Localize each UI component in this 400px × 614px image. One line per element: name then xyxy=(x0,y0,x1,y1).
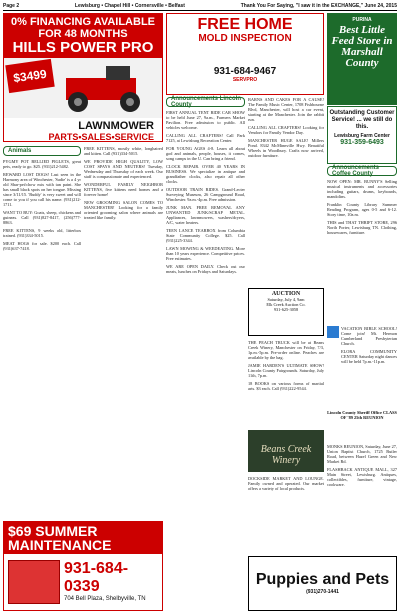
mahindra-ad[interactable] xyxy=(3,13,163,142)
summer-phone[interactable]: 931-684-0339 xyxy=(64,560,129,595)
mold-phone[interactable]: 931-684-9467 xyxy=(213,66,277,77)
classified-ad: Franklin County Library Summer Reading Program, ages 0-5 and 6-12. Story time, 10a.m. xyxy=(327,202,397,217)
summer-headline xyxy=(4,522,162,554)
section-announcements-lincoln xyxy=(166,97,245,107)
mold-headline-1: FREE HOME xyxy=(197,16,293,33)
mold-ad[interactable] xyxy=(166,13,324,95)
classified-ad: OUTDOOR TRAIN RIDES. Grand-Lecter Surveying Museum, 26 Campground Road, Winchester. 9a.m.-4p.m. Free admission. xyxy=(166,187,245,202)
feed-store-ad[interactable] xyxy=(327,13,397,105)
classified-ad: ELORA COMMUNITY CENTER Saturday night dances will be held 7p.m.-11p.m. xyxy=(341,349,397,364)
hills-power-pro: HILLS POWER PRO xyxy=(12,39,154,56)
classified-ad: THE PEACH TRUCK will be at Beans Creek Winery, Manchester on Friday, 7/3, 1p.m.-5p.m. Pre-order online. Peaches are available by the bag. xyxy=(248,340,324,360)
classified-ad: CALLING ALL CRAFTERS! Call Park 7125, at Lewisburg Recreation Center. xyxy=(166,133,245,143)
animals-column-1 xyxy=(3,159,81,519)
sheriff-reunion-text: Lincoln County Sheriff Office CLASS OF '89 25th REUNION xyxy=(327,410,397,420)
classified-ad: FLASHBACK ANTIQUE MALL, 327 Main Street, Lewisburg. Antiques, collectibles, furniture, vintage, cookware. xyxy=(327,467,397,487)
mahindra-headline xyxy=(4,14,162,58)
announcements-column-4a xyxy=(248,97,324,287)
pets-phone[interactable]: (931)270-1441 xyxy=(306,589,339,595)
tractor-icon xyxy=(56,62,156,114)
auction-place: Elk Creek Auction Co. xyxy=(266,302,306,307)
classified-ad: BARNS AND CAKES FOR A CAUSE! The Family Music Center, 1708 Fishbourne Blvd, Manchester, will host a car event, starting at the Manchester. Join the rabbit run. xyxy=(248,97,324,122)
section-announcements-coffee-label: Announcements Coffee County xyxy=(332,165,380,177)
winery-ad[interactable] xyxy=(248,430,324,472)
classified-ad: FREE KITTENS, mostly white, longhaired and kitten. Call (931)334-5015. xyxy=(84,146,163,156)
announcements-column-5a xyxy=(327,179,397,324)
summer-maintenance-ad[interactable] xyxy=(3,521,163,611)
classified-ad: WANT TO BUY: Goats, sheep, chickens and guineas. Call (931)827-8417, (256)777-8863. xyxy=(3,210,81,225)
classified-ad: FIRST ANNUAL TENT RIDE CAR SHOW to be held June 27, 9a.m., Farmers Market Pavilion. Free admission to public. All vehicles welcome. xyxy=(166,110,245,130)
classified-ad: CALLING ALL CRAFTERS! Looking for Vendors for Family Vendor Day. xyxy=(248,125,324,135)
farm-center-ad[interactable] xyxy=(327,106,397,164)
mower-image xyxy=(8,560,60,604)
classified-ad: WE PROVIDE HIGH QUALITY, LOW COST SPAYS AND NEUTERS! Tuesday, Wednesday and Thursday of each week. Our staff is compassionate and experienced. xyxy=(84,159,163,179)
animals-column-2 xyxy=(84,146,163,316)
section-announcements-lincoln-label: Announcements Lincoln County xyxy=(171,96,242,108)
pets-title: Puppies and Pets xyxy=(255,571,390,588)
servpro-logo: SERVPRO xyxy=(232,77,258,83)
announcements-column-4b xyxy=(248,340,324,428)
section-animals xyxy=(3,146,81,156)
classified-ad: FOR YOUNG AGES 4-8. Learn all about god and animals, people, houses, it comes, song camps in the U. Can bring a friend. xyxy=(166,146,245,161)
auction-title: AUCTION xyxy=(271,291,301,297)
cross-icon xyxy=(327,326,339,338)
classified-ad: TEEN LANCE TEARBOX from Columbia State Community College. $25. Call (931)225-3344. xyxy=(166,228,245,243)
announcements-column-4c xyxy=(248,476,324,554)
classified-ad: NEW GROOMING SALON COMES TO MANCHESTER! Looking for a family oriented grooming salon where animals are treated like family. xyxy=(84,200,163,220)
price-badge: $3499 xyxy=(5,59,54,93)
purina-logo: PURINA xyxy=(352,17,372,23)
pets-ad[interactable] xyxy=(248,556,397,611)
classified-ad: CLOCK REPAIR. OVER 40 YEARS IN BUSINESS. We specialize in antique and grandfather clocks, also repair all other clocks. xyxy=(166,164,245,184)
paper-name: Lewisburg • Chapel Hill • Cornersville • Belfast xyxy=(74,3,185,9)
classified-ad: NOW OPEN: MR. BUNNY'S Selling musical instruments and accessories including guitars, drums, keyboards, mandolins. xyxy=(327,179,397,199)
auction-ad[interactable] xyxy=(248,288,324,336)
classified-ad: LAWN MOWING & WEEDEATING. More than 10 years experience. Competitive prices. Free estimates. xyxy=(166,246,245,261)
farm-center-phone[interactable]: 931-359-6493 xyxy=(340,139,384,146)
lawnmower-label: LAWNMOWER xyxy=(78,120,154,132)
classified-ad: REWARD LOST DOGS! Last seen in the Harmony area of Winchester, 'Sadie' is a 4 yr old Shar-pei/chow mix with tan paint. She has small black spots on her tongue. Missing since 3/11/15. 'Buddy' is very sweet and will come to you if you call his name. (931)212-1711. xyxy=(3,172,81,207)
classified-ad: PYGMY POT BELLIED PIGLETS, great pets, ready to go. $25. (931)212-5482. xyxy=(3,159,81,169)
page-header xyxy=(3,2,397,11)
auction-date: Saturday, July 4, 9am xyxy=(267,297,305,302)
classified-ad: JUNK MAN. FREE REMOVAL ANY UNWANTED JUNK/SCRAP METAL. Appliances, lawnmowers, washers/dryers, A/C, water heaters. xyxy=(166,205,245,225)
classified-ad: JAMIE HARDEN'S ULTIMATE SHOW! Lincoln County Fairgrounds. Saturday, July 11th, 7p.m. xyxy=(248,363,324,378)
mahindra-image xyxy=(4,58,162,118)
classified-ad: MONKS REUNION, Saturday, June 27, Union Baptist Church, 1725 Butler Road, between Hazel Green and New Market Rd. xyxy=(327,444,397,464)
section-announcements-coffee xyxy=(327,166,397,176)
classified-ad: VACATION BIBLE SCHOOL! Come join! Mt. Hermon Cumberland Presbyterian Church. xyxy=(341,326,397,346)
financing-headline: 0% FINANCING AVAILABLE FOR 48 MONTHS xyxy=(10,16,156,40)
mahindra-footer xyxy=(4,118,162,142)
feed-store-title: Best Little Feed Store in Marshall County xyxy=(331,24,393,69)
summer-headline-1: $69 SUMMER xyxy=(8,523,98,539)
summer-headline-2: MAINTENANCE xyxy=(8,537,112,553)
announcements-column-5b xyxy=(341,326,397,406)
announcements-column-5c xyxy=(327,444,397,554)
mold-headline-2: MOLD INSPECTION xyxy=(198,33,292,44)
classified-ad: WONDERFUL FAMILY NEIGHBOR KITTENS, five kittens need homes and a forever home! xyxy=(84,182,163,197)
page-number: Page 2 xyxy=(3,3,20,9)
winery-name: Beans Creek Winery xyxy=(260,444,312,466)
classified-ad: WE ARE OPEN DAILY. Check out our meats, lunches on Fridays and Saturdays. xyxy=(166,264,245,274)
classified-ad: FREE KITTENS, 9 weeks old, litterbox trained. (931)334-5015. xyxy=(3,228,81,238)
classified-ad: MEAT HOGS for sale. $200 each. Call (931)637-7418. xyxy=(3,241,81,251)
customer-service-text: Outstanding Customer Service! ... we still do this. xyxy=(329,110,395,130)
classified-ad: DOCKSIDE MARKET AND LOUNGE. Family owned and operated. Our market offers a variety of local products. xyxy=(248,476,324,491)
classified-ad: MANCHESTER HUGE SALE! Millers Pond. 8342 McMinnville Hwy. Beautiful Wheels in Woodbury. Crafts now arrived, outdoor furniture. xyxy=(248,138,324,158)
summer-address: 704 Bell Plaza, Shelbyville, TN xyxy=(64,596,146,602)
announcements-column-3 xyxy=(166,110,245,610)
page-tagline: Thank You For Saying, "I saw it in the EXCHANGE," June 24, 2015 xyxy=(240,3,397,9)
classified-ad: THIS and THAT THRIFT STORE, 296 North Porter, Lewisburg TN. Clothing, housewares, furniture. xyxy=(327,220,397,235)
parts-sales-service: PARTS•SALES•SERVICE xyxy=(48,132,154,142)
classified-ad: 18 BOOKS on various forms of martial arts. $3 each. Call (931)222-9544. xyxy=(248,381,324,391)
farm-center-name: Lewisburg Farm Center xyxy=(334,133,390,139)
auction-phone[interactable]: 931-625-3058 xyxy=(273,307,299,312)
section-animals-label: Animals xyxy=(8,148,32,154)
sheriff-reunion-ad xyxy=(327,410,397,440)
